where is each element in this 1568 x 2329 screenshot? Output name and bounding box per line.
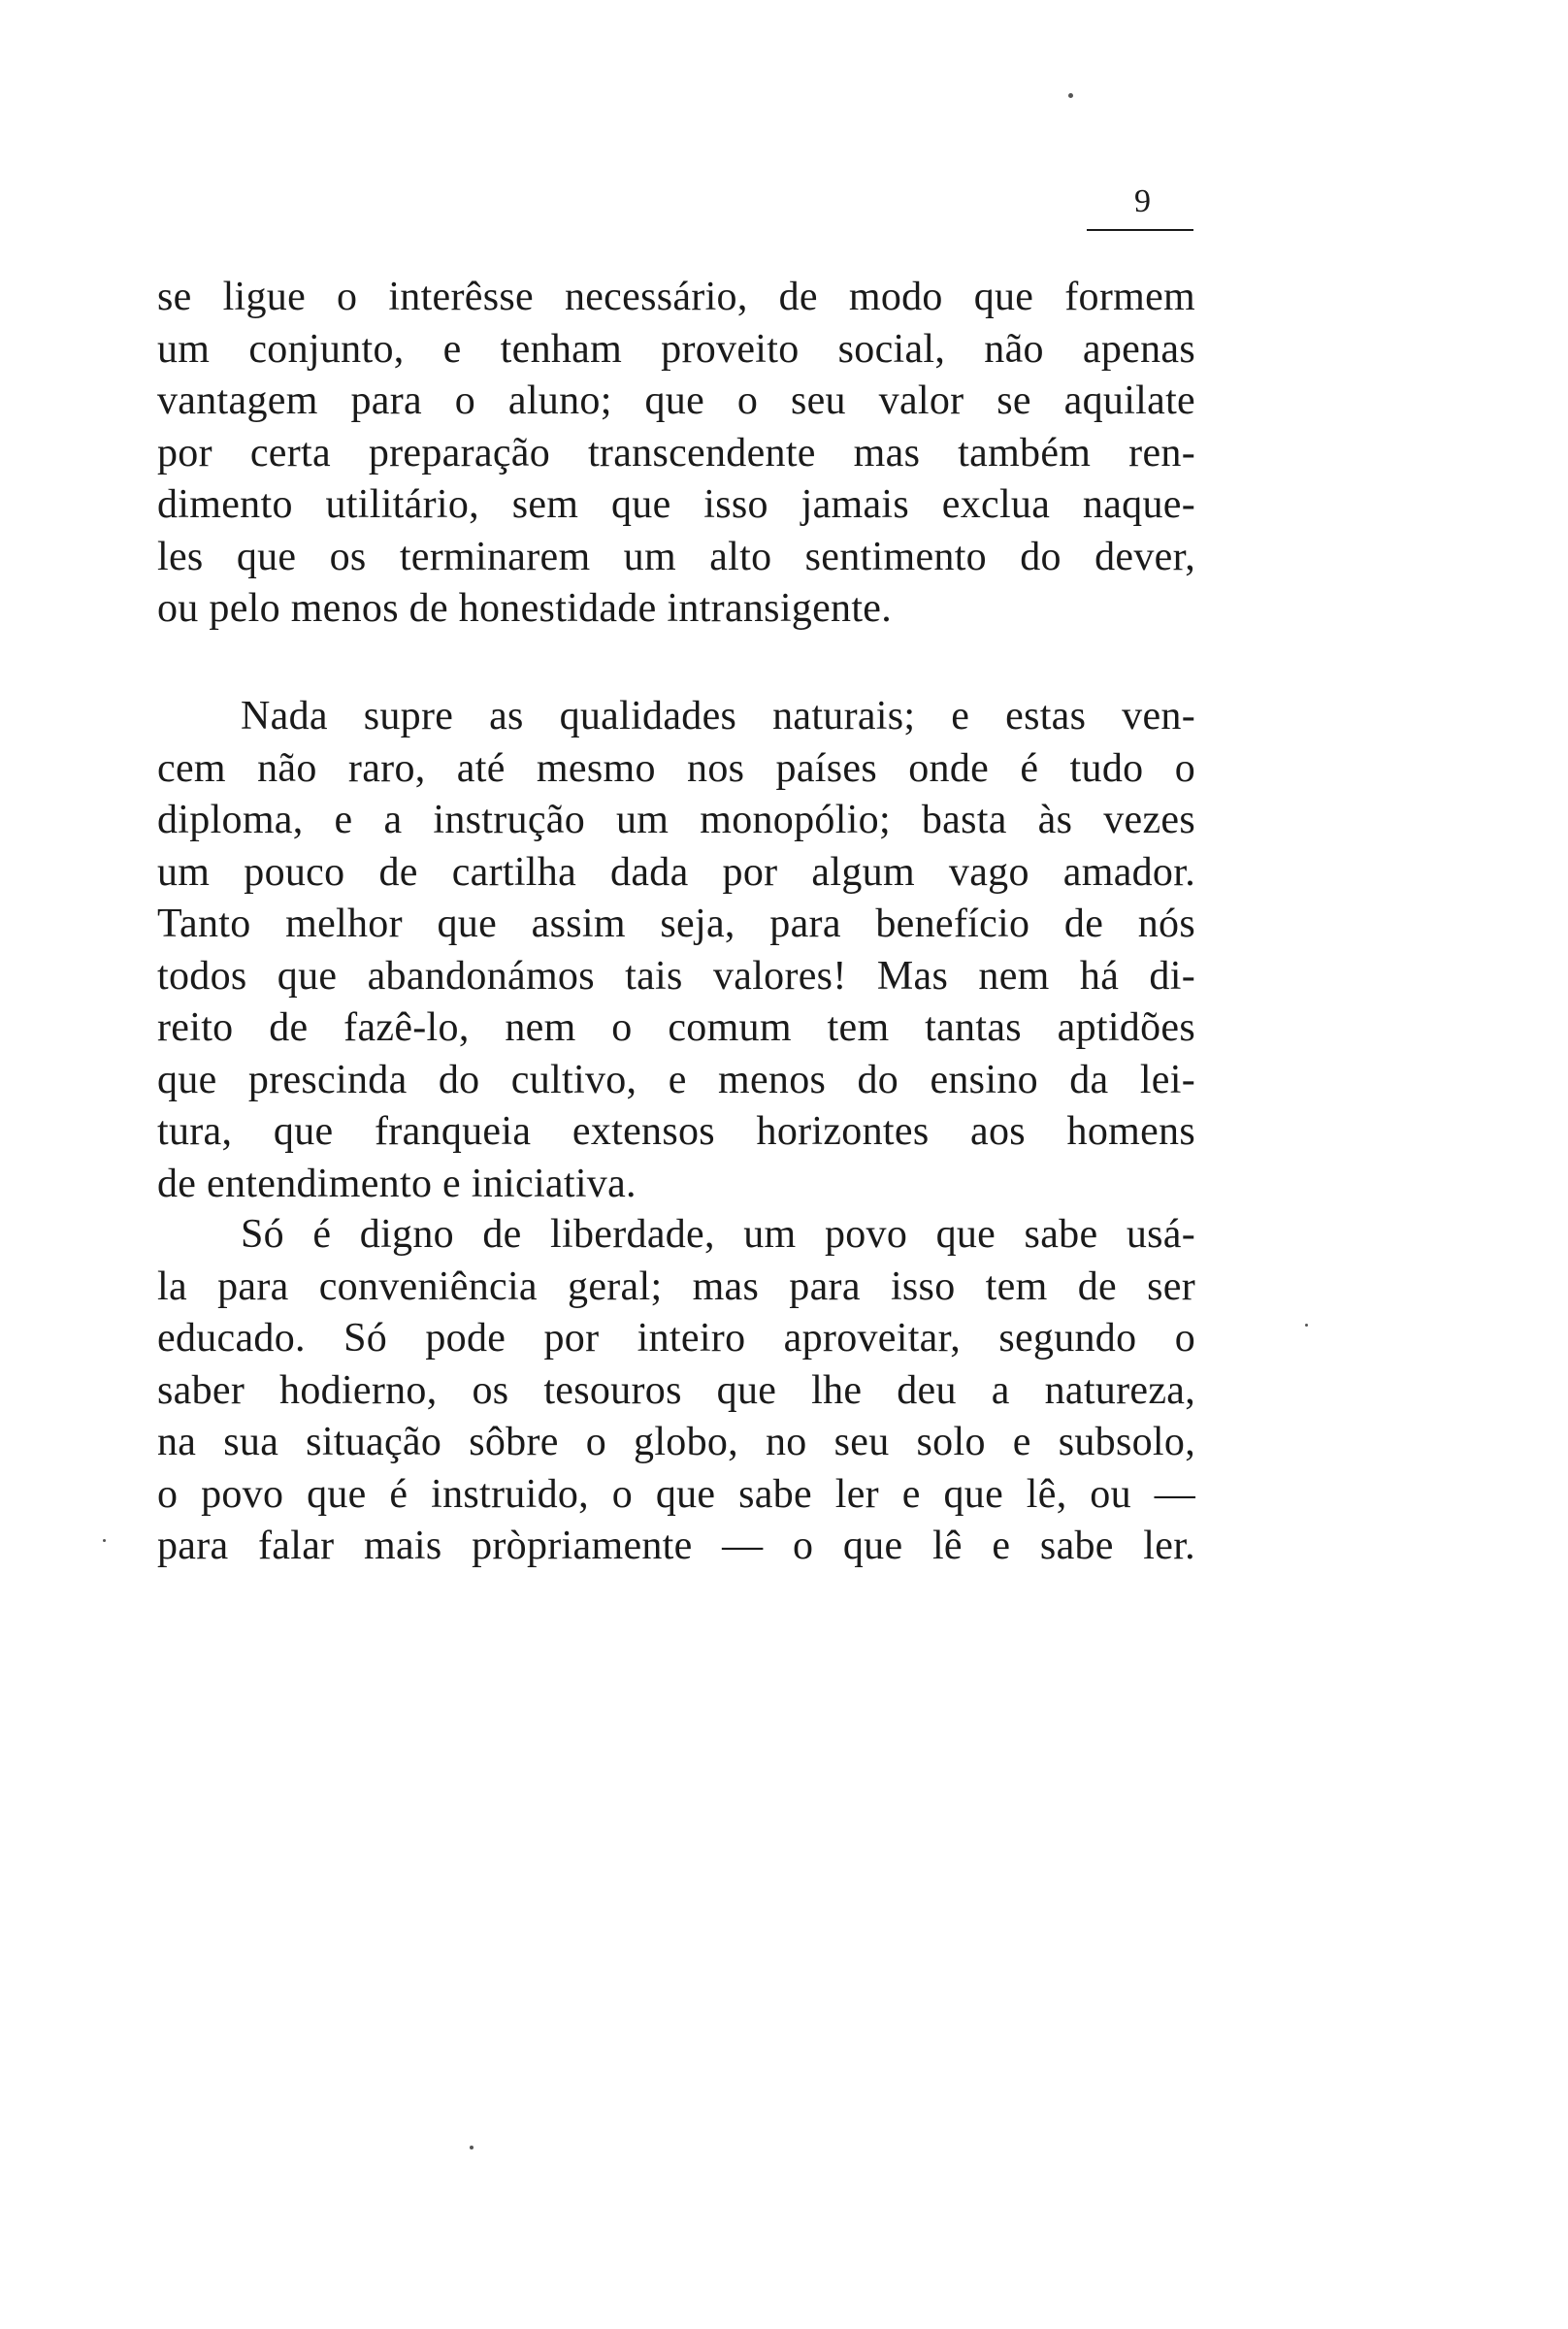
text-line: um conjunto, e tenham proveito social, não apenas xyxy=(157,326,1195,372)
text-line: educado. Só pode por inteiro aproveitar, segundo o xyxy=(157,1316,1195,1361)
paragraph-2 xyxy=(157,691,1195,1210)
text-line: o povo que é instruido, o que sabe ler e que lê, ou — xyxy=(157,1471,1195,1517)
paragraph-3 xyxy=(157,1209,1195,1573)
text-line: dimento utilitário, sem que isso jamais exclua naque- xyxy=(157,482,1195,527)
paper-speck xyxy=(103,1539,106,1542)
paper-speck xyxy=(470,2146,474,2149)
text-line: por certa preparação transcendente mas também ren- xyxy=(157,430,1195,476)
text-line: vantagem para o aluno; que o seu valor se aquilate xyxy=(157,378,1195,423)
paper-speck xyxy=(1305,1324,1308,1327)
text-line: cem não raro, até mesmo nos países onde é tudo o xyxy=(157,745,1195,791)
text-line: na sua situação sôbre o globo, no seu solo e subsolo, xyxy=(157,1420,1195,1464)
page-number: 9 xyxy=(1134,183,1151,219)
text-line: se ligue o interêsse necessário, de modo que formem xyxy=(157,275,1195,319)
text-line: tura, que franqueia extensos horizontes aos homens xyxy=(157,1109,1195,1154)
text-line: todos que abandonámos tais valores! Mas nem há di- xyxy=(157,953,1195,999)
text-line: diploma, e a instrução um monopólio; basta às vezes xyxy=(157,798,1195,842)
text-line: Nada supre as qualidades naturais; e estas ven- xyxy=(241,694,1195,738)
text-line: que prescinda do cultivo, e menos do ensino da lei- xyxy=(157,1057,1195,1102)
text-line: um pouco de cartilha dada por algum vago amador. xyxy=(157,849,1195,895)
text-line: saber hodierno, os tesouros que lhe deu a natureza, xyxy=(157,1367,1195,1413)
header-rule xyxy=(1087,229,1193,231)
text-line: Tanto melhor que assim seja, para benefício de nós xyxy=(157,902,1195,946)
text-line: la para conveniência geral; mas para isso tem de ser xyxy=(157,1263,1195,1309)
paper-speck xyxy=(1068,93,1073,98)
text-line: para falar mais pròpriamente — o que lê e sabe ler. xyxy=(157,1524,1195,1568)
text-line: de entendimento e iniciativa. xyxy=(157,1161,637,1206)
text-line: Só é digno de liberdade, um povo que sabe usá- xyxy=(241,1212,1195,1257)
text-line: reito de fazê-lo, nem o comum tem tantas aptidões xyxy=(157,1005,1195,1050)
text-line: ou pelo menos de honestidade intransigente. xyxy=(157,586,893,631)
text-line: les que os terminarem um alto sentimento do dever, xyxy=(157,534,1195,579)
paragraph-1 xyxy=(157,272,1195,636)
